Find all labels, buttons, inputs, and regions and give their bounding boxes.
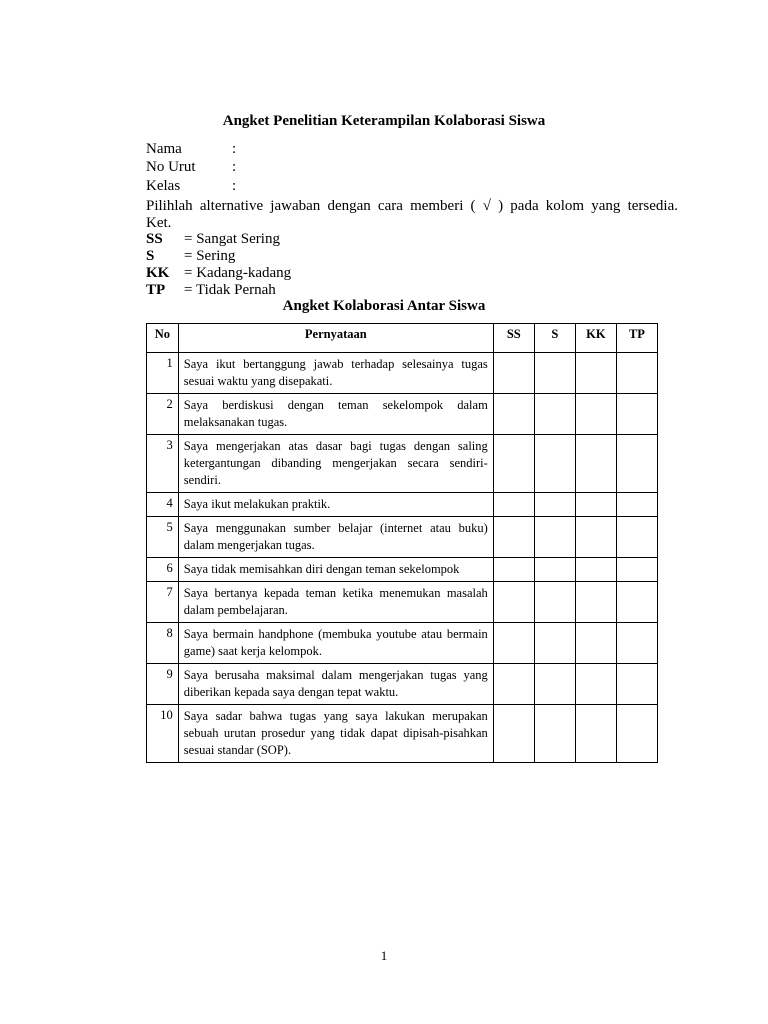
- table-title: Angket Kolaborasi Antar Siswa: [282, 298, 486, 314]
- answer-cell-kk[interactable]: [575, 558, 616, 582]
- table-row: [147, 435, 658, 493]
- answer-cell-ss[interactable]: [493, 623, 534, 664]
- answer-cell-kk[interactable]: [575, 517, 616, 558]
- table-header-row: [147, 324, 658, 353]
- statement-cell: Saya menggunakan sumber belajar (internet atau buku) dalam mengerjakan tugas.: [178, 517, 493, 558]
- header-no: No: [147, 324, 179, 353]
- statement-cell: Saya berdiskusi dengan teman sekelompok dalam melaksanakan tugas.: [178, 394, 493, 435]
- answer-cell-kk[interactable]: [575, 623, 616, 664]
- statement-cell: Saya bertanya kepada teman ketika menemukan masalah dalam pembelajaran.: [178, 582, 493, 623]
- table-row: [147, 623, 658, 664]
- answer-cell-ss[interactable]: [493, 435, 534, 493]
- answer-cell-kk[interactable]: [575, 705, 616, 763]
- header-s: S: [534, 324, 575, 353]
- statement-cell: Saya sadar bahwa tugas yang saya lakukan merupakan sebuah urutan prosedur yang tidak dapat dipisah-pisahkan sesuai standar (SOP).: [178, 705, 493, 763]
- field-label: No Urut: [146, 159, 196, 175]
- legend-code: TP: [146, 282, 166, 298]
- legend-item-kk: [146, 265, 291, 282]
- answer-cell-ss[interactable]: [493, 705, 534, 763]
- field-nama: [146, 140, 236, 158]
- answer-cell-s[interactable]: [534, 517, 575, 558]
- answer-cell-tp[interactable]: [616, 517, 657, 558]
- row-number: 1: [147, 353, 179, 394]
- answer-cell-s[interactable]: [534, 582, 575, 623]
- answer-cell-kk[interactable]: [575, 435, 616, 493]
- row-number: 3: [147, 435, 179, 493]
- statement-cell: Saya ikut melakukan praktik.: [178, 493, 493, 517]
- answer-cell-tp[interactable]: [616, 582, 657, 623]
- header-tp: TP: [616, 324, 657, 353]
- answer-cell-tp[interactable]: [616, 705, 657, 763]
- statement-cell: Saya mengerjakan atas dasar bagi tugas dengan saling ketergantungan dibanding mengerjakan secara sendiri-sendiri.: [178, 435, 493, 493]
- field-label: Nama: [146, 141, 182, 157]
- answer-cell-ss[interactable]: [493, 558, 534, 582]
- answer-cell-ss[interactable]: [493, 394, 534, 435]
- row-number: 9: [147, 664, 179, 705]
- field-no-urut: [146, 158, 236, 176]
- answer-cell-ss[interactable]: [493, 353, 534, 394]
- legend-code: S: [146, 248, 155, 264]
- table-row: [147, 517, 658, 558]
- statement-cell: Saya bermain handphone (membuka youtube atau bermain game) saat kerja kelompok.: [178, 623, 493, 664]
- table-row: [147, 353, 658, 394]
- legend-item-ss: [146, 231, 280, 248]
- answer-cell-tp[interactable]: [616, 394, 657, 435]
- answer-cell-s[interactable]: [534, 435, 575, 493]
- survey-table: [146, 323, 658, 763]
- statement-cell: Saya tidak memisahkan diri dengan teman sekelompok: [178, 558, 493, 582]
- answer-cell-ss[interactable]: [493, 493, 534, 517]
- answer-cell-kk[interactable]: [575, 582, 616, 623]
- field-separator: :: [232, 141, 237, 157]
- row-number: 6: [147, 558, 179, 582]
- field-kelas: [146, 177, 236, 195]
- answer-cell-kk[interactable]: [575, 493, 616, 517]
- table-row: [147, 493, 658, 517]
- table-row: [147, 664, 658, 705]
- legend-item-tp: [146, 282, 276, 299]
- header-pernyataan: Pernyataan: [178, 324, 493, 353]
- answer-cell-s[interactable]: [534, 705, 575, 763]
- page-title: Angket Penelitian Keterampilan Kolaborasi Siswa: [222, 113, 546, 129]
- instruction-text: Pilihlah alternative jawaban dengan cara memberi ( √ ) pada kolom yang tersedia.: [146, 198, 678, 214]
- answer-cell-ss[interactable]: [493, 582, 534, 623]
- header-kk: KK: [575, 324, 616, 353]
- table-row: [147, 582, 658, 623]
- answer-cell-s[interactable]: [534, 353, 575, 394]
- answer-cell-s[interactable]: [534, 664, 575, 705]
- page-number: 1: [380, 948, 388, 963]
- table-row: [147, 558, 658, 582]
- row-number: 4: [147, 493, 179, 517]
- answer-cell-tp[interactable]: [616, 558, 657, 582]
- answer-cell-tp[interactable]: [616, 664, 657, 705]
- answer-cell-ss[interactable]: [493, 664, 534, 705]
- answer-cell-kk[interactable]: [575, 394, 616, 435]
- table-row: [147, 394, 658, 435]
- answer-cell-tp[interactable]: [616, 353, 657, 394]
- row-number: 2: [147, 394, 179, 435]
- legend-meaning: = Sering: [184, 248, 236, 264]
- row-number: 7: [147, 582, 179, 623]
- legend-meaning: = Tidak Pernah: [184, 282, 276, 298]
- row-number: 5: [147, 517, 179, 558]
- field-label: Kelas: [146, 178, 181, 194]
- answer-cell-tp[interactable]: [616, 435, 657, 493]
- answer-cell-tp[interactable]: [616, 623, 657, 664]
- answer-cell-kk[interactable]: [575, 353, 616, 394]
- row-number: 10: [147, 705, 179, 763]
- answer-cell-s[interactable]: [534, 394, 575, 435]
- field-separator: :: [232, 159, 237, 175]
- legend-meaning: = Kadang-kadang: [184, 265, 292, 281]
- legend-meaning: = Sangat Sering: [184, 231, 280, 247]
- answer-cell-tp[interactable]: [616, 493, 657, 517]
- legend-code: SS: [146, 231, 163, 247]
- statement-cell: Saya berusaha maksimal dalam mengerjakan tugas yang diberikan kepada saya dengan tepat waktu.: [178, 664, 493, 705]
- legend-item-s: [146, 248, 235, 265]
- row-number: 8: [147, 623, 179, 664]
- answer-cell-ss[interactable]: [493, 517, 534, 558]
- ket-label: Ket.: [146, 215, 172, 231]
- field-separator: :: [232, 178, 237, 194]
- answer-cell-s[interactable]: [534, 623, 575, 664]
- answer-cell-s[interactable]: [534, 493, 575, 517]
- header-ss: SS: [493, 324, 534, 353]
- answer-cell-kk[interactable]: [575, 664, 616, 705]
- legend-code: KK: [146, 265, 170, 281]
- answer-cell-s[interactable]: [534, 558, 575, 582]
- statement-cell: Saya ikut bertanggung jawab terhadap selesainya tugas sesuai waktu yang disepakati.: [178, 353, 493, 394]
- table-row: [147, 705, 658, 763]
